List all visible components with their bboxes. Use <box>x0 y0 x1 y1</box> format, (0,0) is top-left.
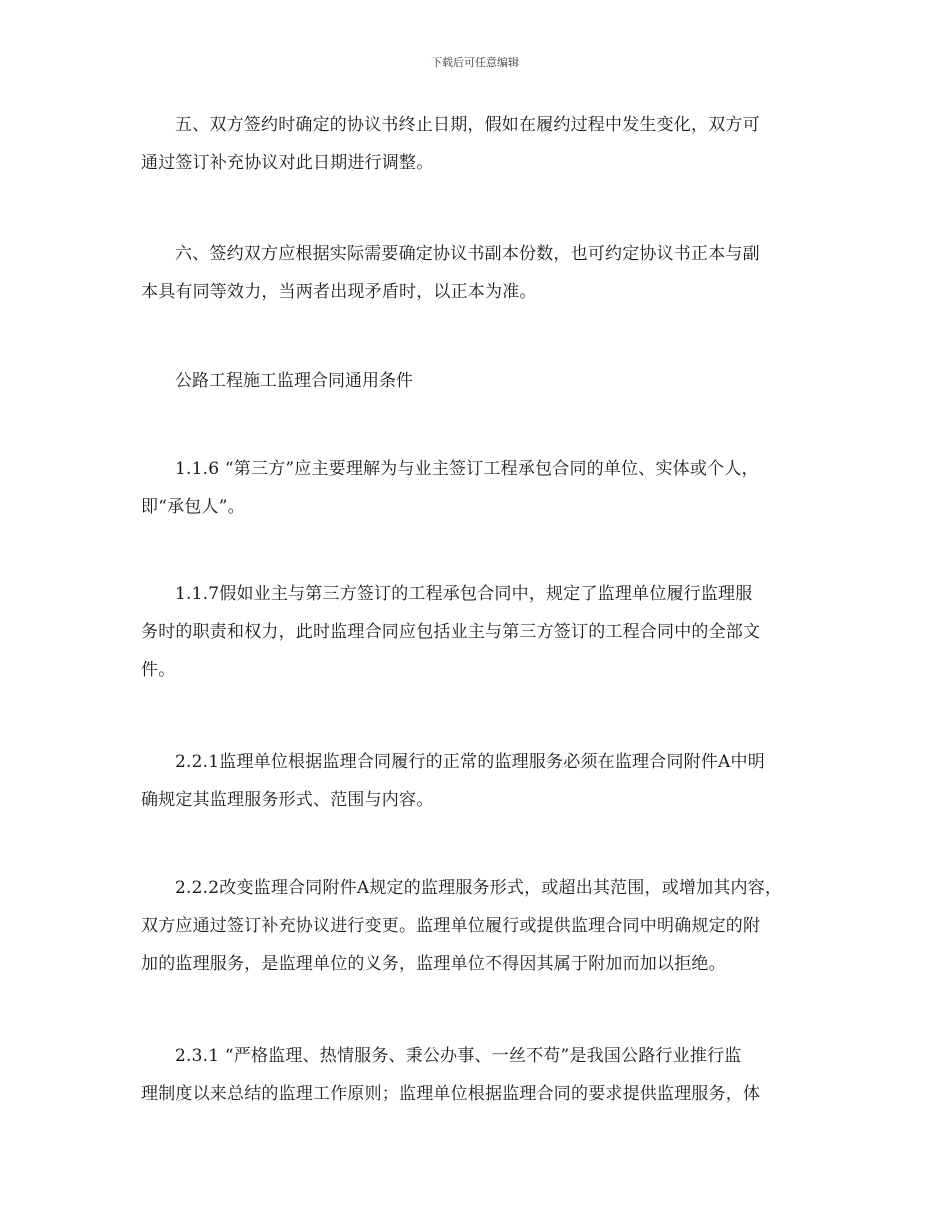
paragraph-clause-1-1-7 <box>141 575 811 689</box>
paragraph-line: 本具有同等效力，当两者出现矛盾时，以正本为准。 <box>141 282 537 302</box>
paragraph-line: 理制度以来总结的监理工作原则；监理单位根据监理合同的要求提供监理服务，体 <box>141 1084 761 1104</box>
page-header-note: 下载后可任意编辑 <box>431 56 519 69</box>
paragraph-line: 五、双方签约时确定的协议书终止日期，假如在履约过程中发生变化，双方可 <box>175 115 760 135</box>
paragraph-clause-1-1-6 <box>141 450 811 526</box>
paragraph-line: 2.2.1监理单位根据监理合同履行的正常的监理服务必须在监理合同附件A中明 <box>175 752 765 772</box>
paragraph-line: 2.2.2改变监理合同附件A规定的监理服务形式，或超出其范围，或增加其内容， <box>175 878 783 898</box>
paragraph-line: 务时的职责和权力，此时监理合同应包括业主与第三方签订的工程合同中的全部文 <box>141 622 761 642</box>
paragraph-article-6 <box>141 235 811 311</box>
paragraph-line: 1.1.6 “第三方”应主要理解为与业主签订工程承包合同的单位、实体或个人， <box>175 459 759 479</box>
paragraph-line: 确规定其监理服务形式、范围与内容。 <box>141 790 434 810</box>
paragraph-line: 即“承包人”。 <box>141 497 245 517</box>
paragraph-line: 加的监理服务，是监理单位的义务，监理单位不得因其属于附加而加以拒绝。 <box>141 954 726 974</box>
paragraph-clause-2-2-2 <box>141 869 811 983</box>
paragraph-line: 1.1.7假如业主与第三方签订的工程承包合同中，规定了监理单位履行监理服 <box>175 584 753 604</box>
paragraph-article-5 <box>141 106 811 182</box>
paragraph-line: 六、签约双方应根据实际需要确定协议书副本份数，也可约定协议书正本与副 <box>175 244 760 264</box>
section-heading: 公路工程施工监理合同通用条件 <box>175 371 413 391</box>
paragraph-clause-2-3-1 <box>141 1037 811 1113</box>
paragraph-line: 通过签订补充协议对此日期进行调整。 <box>141 153 434 173</box>
paragraph-clause-2-2-1 <box>141 743 811 819</box>
paragraph-line: 件。 <box>141 660 176 680</box>
paragraph-line: 双方应通过签订补充协议进行变更。监理单位履行或提供监理合同中明确规定的附 <box>141 916 761 936</box>
paragraph-line: 2.3.1 “严格监理、热情服务、秉公办事、一丝不苟”是我国公路行业推行监 <box>175 1046 742 1066</box>
